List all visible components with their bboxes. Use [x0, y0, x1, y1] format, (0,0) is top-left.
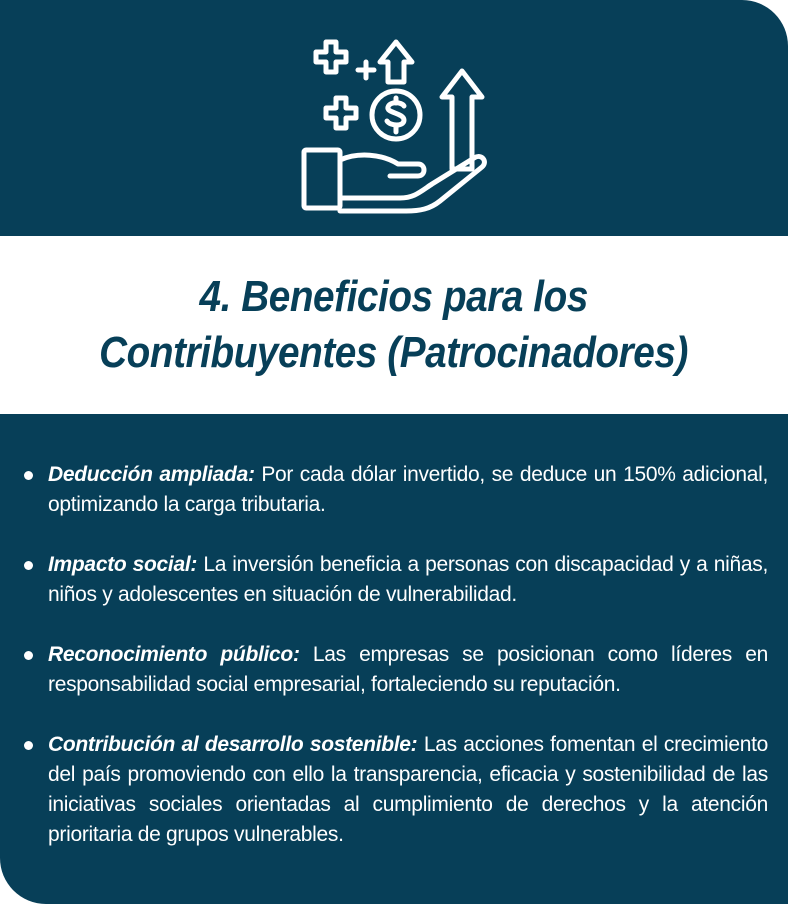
benefit-label: Impacto social: — [48, 553, 204, 576]
icon-header — [0, 0, 788, 236]
benefits-list — [24, 460, 768, 880]
list-item — [24, 640, 768, 700]
bullet-icon — [24, 651, 33, 660]
bullet-icon — [24, 741, 33, 750]
bullet-icon — [24, 471, 33, 480]
bullet-icon — [24, 561, 33, 570]
benefit-text: Las empresas se posicionan como líderes en responsabilidad social empresarial, fortaleciendo su reputación. — [48, 643, 768, 696]
benefit-label: Deducción ampliada: — [48, 463, 262, 486]
list-item — [24, 550, 768, 610]
benefit-text: Las acciones fomentan el crecimiento del país promoviendo con ello la transparencia, eficacia y sostenibilidad de las iniciativas sociales orientadas al cumplimiento de derechos y la atención prioritaria de grupos vulnerables. — [48, 733, 768, 846]
page-title-line-2: Contribuyentes (Patrocinadores) — [99, 328, 689, 377]
benefit-label: Reconocimiento público: — [48, 643, 313, 666]
list-item — [24, 460, 768, 520]
benefit-text: Por cada dólar invertido, se deduce un 150% adicional, optimizando la carga tributaria. — [48, 463, 768, 516]
benefit-label: Contribución al desarrollo sostenible: — [48, 733, 424, 756]
benefit-text: La inversión beneficia a personas con discapacidad y a niñas, niños y adolescentes en situación de vulnerabilidad. — [48, 553, 768, 606]
list-item — [24, 730, 768, 850]
hand-money-growth-icon — [296, 22, 496, 216]
title-band — [0, 236, 788, 414]
page-title-line-1: 4. Beneficios para los — [199, 272, 589, 321]
